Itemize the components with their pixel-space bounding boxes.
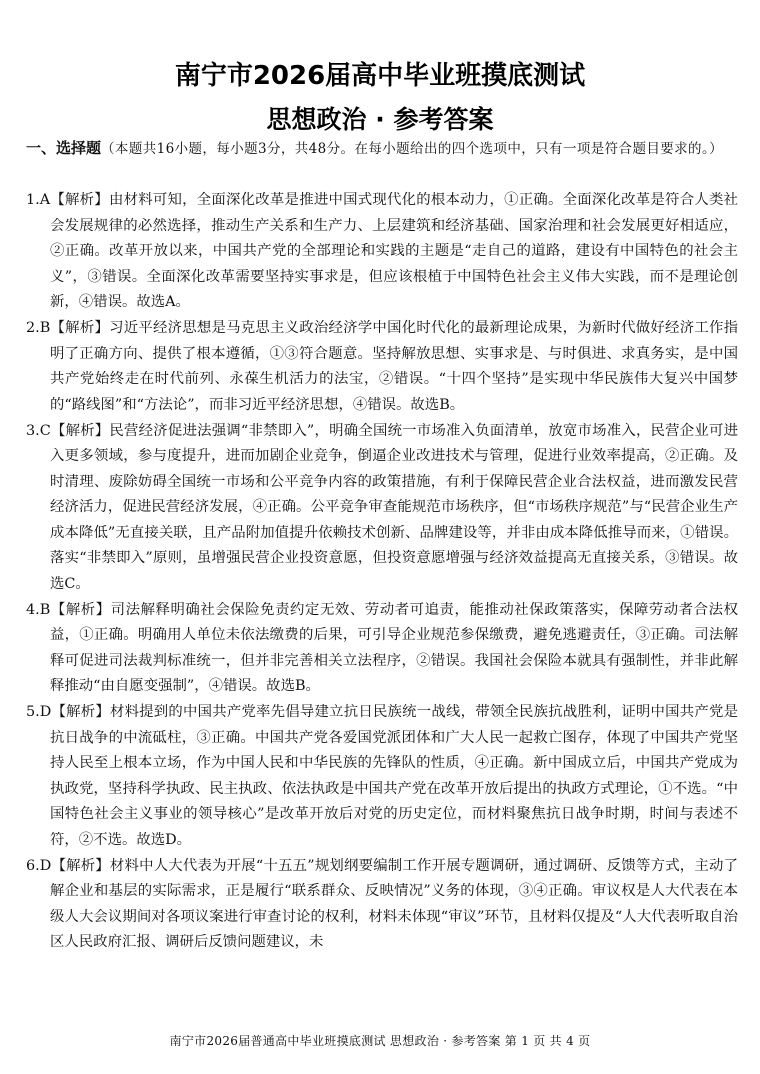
- analysis-tag: 【解析】: [51, 857, 110, 874]
- answer-number: 3.: [26, 422, 40, 439]
- answer-number: 1.: [26, 192, 40, 208]
- answer-number: 5.: [26, 704, 40, 720]
- analysis-text: 习近平经济思想是马克思主义政治经济学中国化时代化的最新理论成果，为新时代做好经济工作指明了正确方向、提供了根本遵循，①③符合题意。坚持解放思想、实事求是、与时俱进、求真务实，是中国共产党始终走在时代前列、永葆生机活力的法宝，②错误。“十四个坚持”是实现中华民族伟大复兴中国梦的“路线图”和“方法论”，而非习近平经济思想，④错误。故选B。: [50, 320, 738, 413]
- answer-letter: B: [39, 320, 51, 336]
- analysis-text: 司法解释明确社会保险免责约定无效、劳动者可追责，能推动社保政策落实，保障劳动者合法权益，①正确。明确用人单位未依法缴费的后果，可引导企业规范参保缴费，避免逃避责任，③正确。司法解释可促进司法裁判标准统一，但并非完善相关立法程序，②错误。我国社会保险本就具有强制性，并非此解释推动“由自愿变强制”，④错误。故选B。: [50, 601, 738, 694]
- answer-letter: B: [39, 601, 51, 618]
- section-header: [26, 136, 738, 163]
- answer-letter: A: [39, 192, 51, 208]
- analysis-tag: 【解析】: [50, 422, 110, 439]
- answer-letter: D: [39, 857, 52, 874]
- answer-number: 2.: [26, 320, 40, 336]
- analysis-text: 民营经济促进法强调“非禁即入”，明确全国统一市场准入负面清单，放宽市场准入，民营企业可进入更多领域，参与度提升，进而加剧企业竞争，倒逼企业改进技术与管理，促进行业效率提高，②正确。及时清理、废除妨碍全国统一市场和公平竞争内容的政策措施，有利于保障民营企业合法权益，进而激发民营经济活力，促进民营经济发展，④正确。公平竞争审查能规范市场秩序，但“市场秩序规范”与“民营企业生产成本降低”无直接关联，且产品附加值提升依赖技术创新、品牌建设等，并非由成本降低推导而来，①错误。落实“非禁即入”原则，虽增强民营企业投资意愿，但投资意愿增强与经济效益提高无直接关系，③错误。故选C。: [50, 422, 738, 592]
- page-subtitle: 思想政治 · 参考答案: [266, 105, 494, 134]
- section-note: （本题共16小题，每小题3分，共48分。在每小题给出的四个选项中，只有一项是符合题目要求的。）: [101, 141, 724, 157]
- analysis-tag: 【解析】: [50, 192, 109, 208]
- answer-letter: C: [39, 422, 51, 439]
- answer-letter: D: [39, 704, 52, 720]
- analysis-tag: 【解析】: [50, 320, 110, 336]
- answer-item-4: [26, 598, 738, 700]
- answer-item-6: [26, 854, 738, 956]
- page-title: 南宁市2026届高中毕业班摸底测试: [174, 61, 586, 91]
- answer-item-2: [26, 316, 738, 418]
- answer-item-1: [26, 188, 738, 316]
- analysis-tag: 【解析】: [51, 704, 110, 720]
- analysis-text: 由材料可知，全面深化改革是推进中国式现代化的根本动力，①正确。全面深化改革是符合人类社会发展规律的必然选择，推动生产关系和生产力、上层建筑和经济基础、国家治理和社会发展更好相适应，②正确。改革开放以来，中国共产党的全部理论和实践的主题是“走自己的道路，建设有中国特色的社会主义”，③错误。全面深化改革需要坚持实事求是，但应该根植于中国特色社会主义伟大实践，而不是理论创新，④错误。故选A。: [50, 192, 738, 310]
- answer-list: [26, 188, 738, 956]
- page-footer: 南宁市2026届普通高中毕业班摸底测试 思想政治 · 参考答案 第 1 页 共 4 页: [169, 1034, 591, 1048]
- answer-number: 6.: [26, 857, 40, 874]
- analysis-text: 材料中人大代表为开展“十五五”规划纲要编制工作开展专题调研，通过调研、反馈等方式，主动了解企业和基层的实际需求，正是履行“联系群众、反映情况”义务的体现，③④正确。审议权是人大代表在本级人大会议期间对各项议案进行审查讨论的权利，材料未体现“审议”环节，且材料仅提及“人大代表听取自治区人民政府汇报、调研后反馈问题建议，未: [50, 857, 738, 950]
- answer-item-5: [26, 700, 738, 853]
- analysis-tag: 【解析】: [50, 601, 111, 618]
- answer-number: 4.: [26, 601, 40, 618]
- answer-item-3: [26, 419, 738, 598]
- section-heading: 一、选择题: [26, 139, 102, 157]
- analysis-text: 材料提到的中国共产党率先倡导建立抗日民族统一战线，带领全民族抗战胜利，证明中国共产党是抗日战争的中流砥柱，③正确。中国共产党各爱国党派团体和广大人民一起救亡图存，体现了中国共产党坚持人民至上根本立场，作为中国人民和中华民族的先锋队的性质，④正确。新中国成立后，中国共产党成为执政党，坚持科学执政、民主执政、依法执政是中国共产党在改革开放后提出的执政方式理论，①不选。“中国特色社会主义事业的领导核心”是改革开放后对党的历史定位，而材料聚焦抗日战争时期，时间与表述不符，②不选。故选D。: [50, 704, 738, 848]
